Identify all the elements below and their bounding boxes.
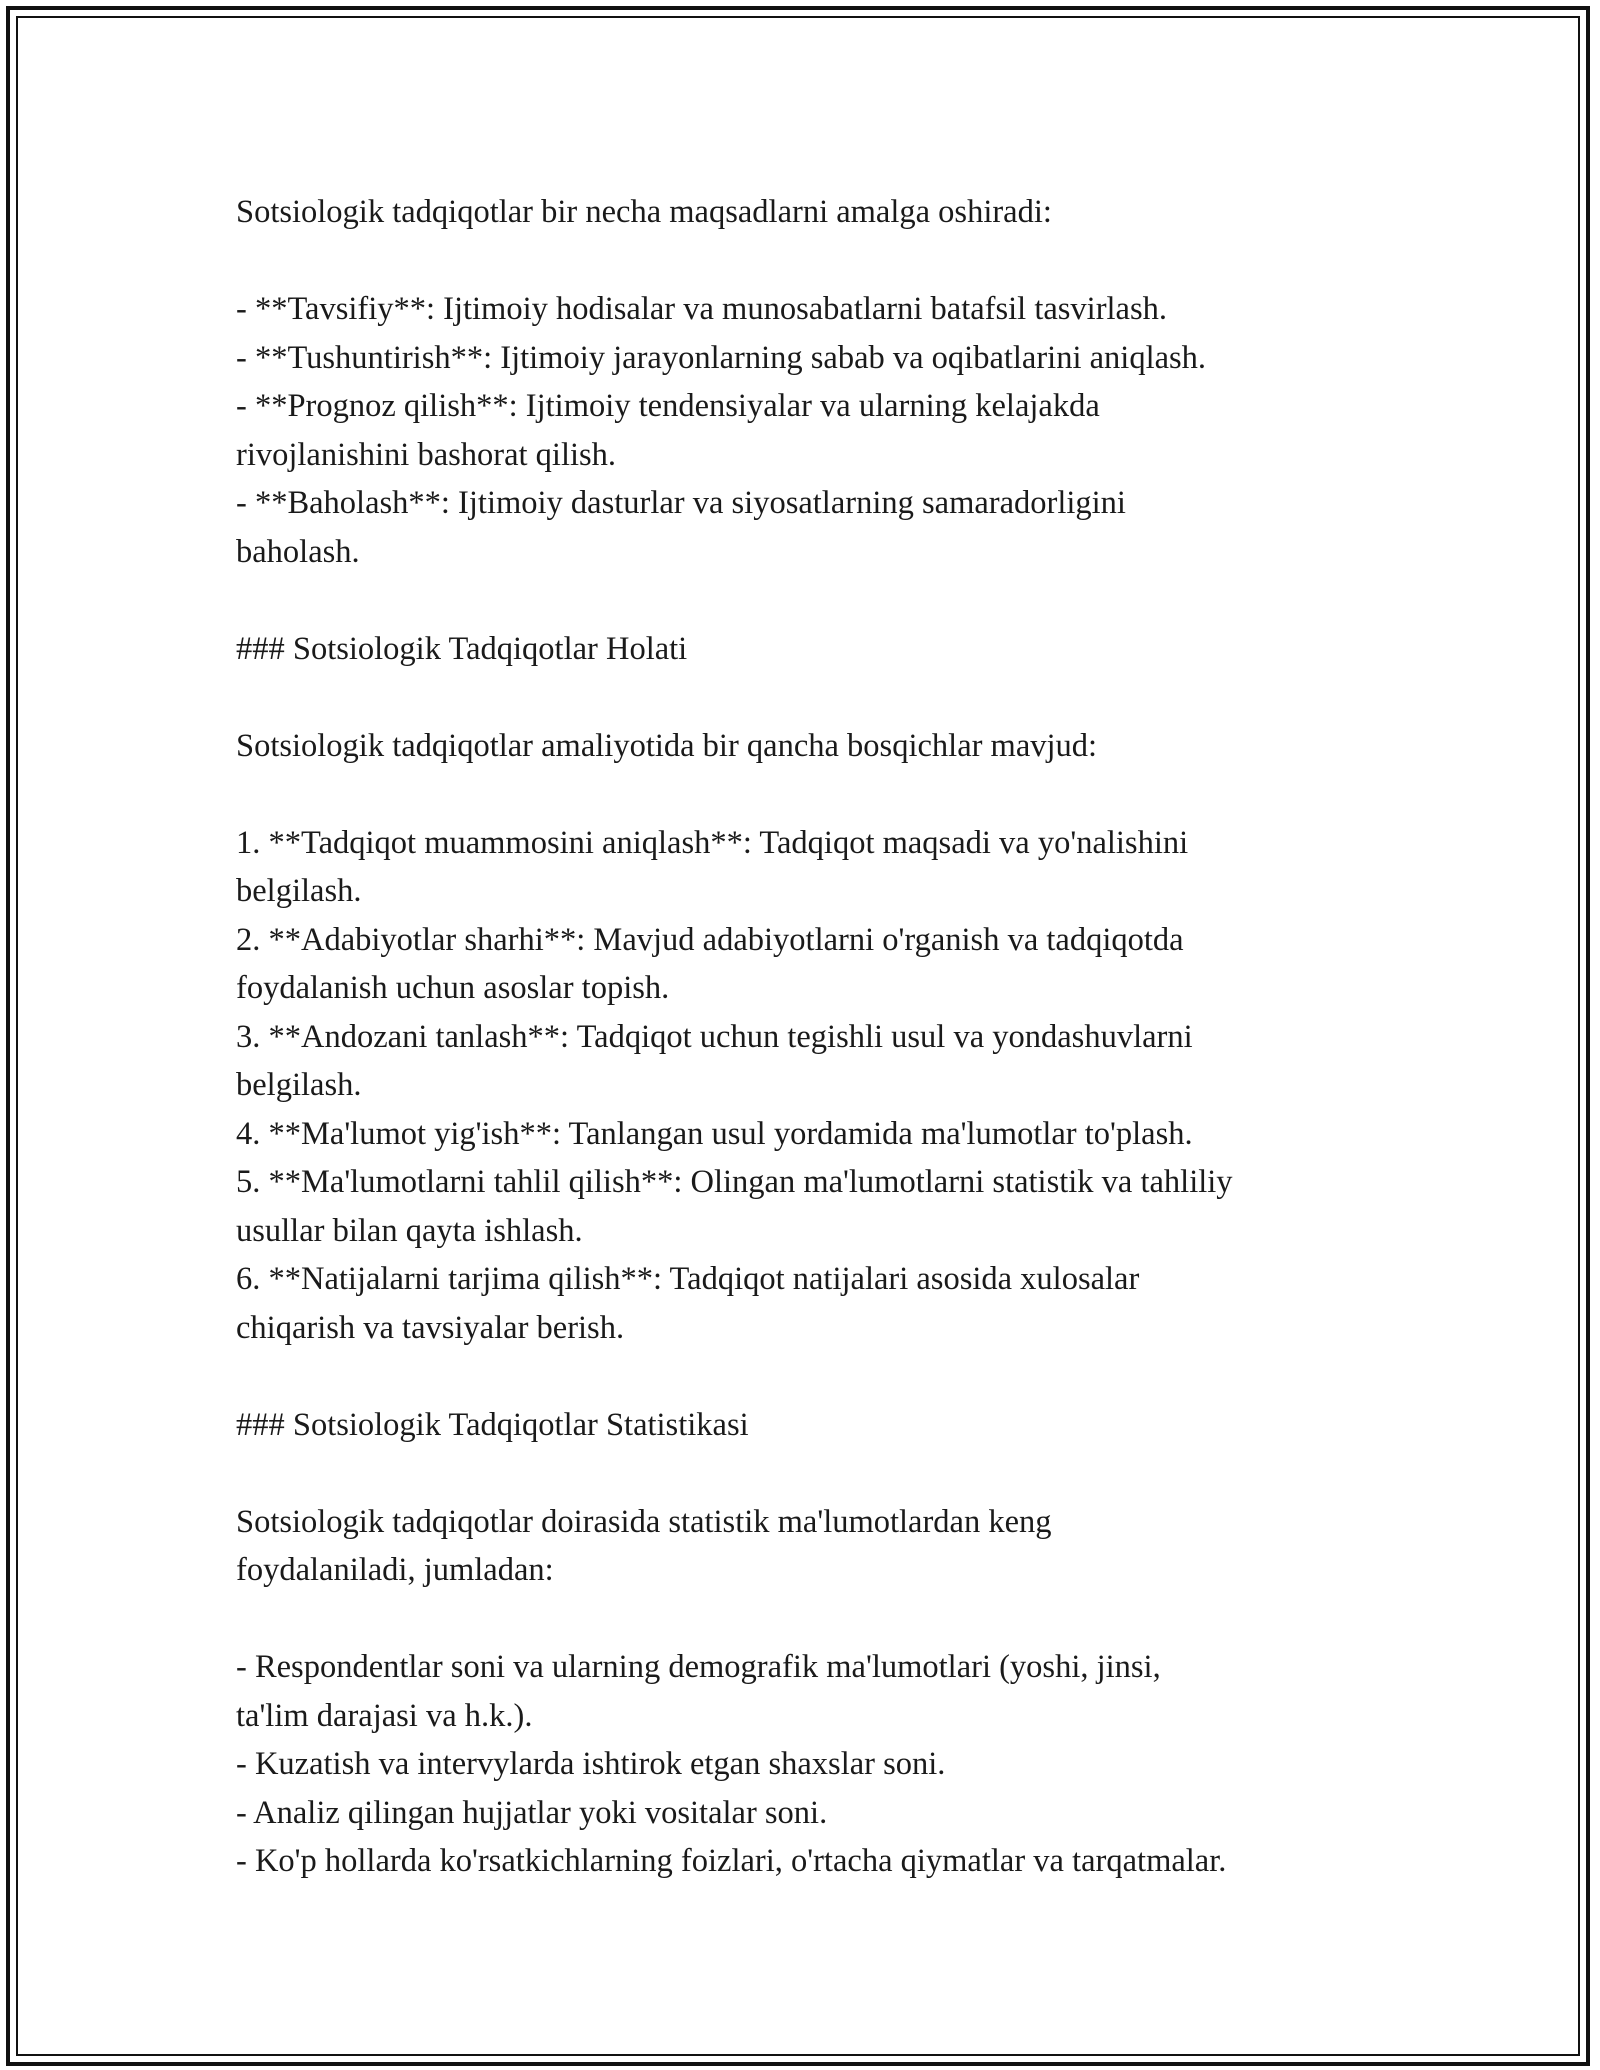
stage-item: 3. **Andozani tanlash**: Tadqiqot uchun tegishli usul va yondashuvlarni belgilash. [236,1018,1193,1103]
section-heading-state: ### Sotsiologik Tadqiqotlar Holati [236,630,688,667]
stats-item: - Ko'p hollarda ko'rsatkichlarning foizlari, o'rtacha qiymatlar va tarqatmalar. [236,1843,1227,1879]
stage-item: 6. **Natijalarni tarjima qilish**: Tadqiqot natijalari asosida xulosalar chiqarish va tavsiyalar berish. [236,1261,1140,1346]
spacer [236,1595,1386,1644]
stage-item: 1. **Tadqiqot muammosini aniqlash**: Tadqiqot maqsadi va yo'nalishini belgilash. [236,824,1189,909]
stage-item: 4. **Ma'lumot yig'ish**: Tanlangan usul yordamida ma'lumotlar to'plash. [236,1115,1193,1152]
spacer [236,1449,1386,1498]
stats-intro-paragraph: Sotsiologik tadqiqotlar doirasida statistik ma'lumotlardan keng foydalaniladi, jumladan: [236,1503,1052,1588]
intro-paragraph: Sotsiologik tadqiqotlar bir necha maqsadlarni amalga oshiradi: [236,194,1052,230]
section-heading-statistics: ### Sotsiologik Tadqiqotlar Statistikasi [236,1406,749,1443]
spacer [236,237,1386,286]
spacer [236,770,1386,819]
stage-item: 5. **Ma'lumotlarni tahlil qilish**: Olingan ma'lumotlarni statistik va tahliliy usullar bilan qayta ishlash. [236,1164,1233,1249]
spacer [236,1352,1386,1401]
goal-item: - **Baholash**: Ijtimoiy dasturlar va siyosatlarning samaradorligini baholash. [236,485,1126,570]
stats-item: - Kuzatish va intervylarda ishtirok etgan shaxslar soni. [236,1746,946,1782]
document-body [236,188,1386,1886]
stats-item: - Respondentlar soni va ularning demografik ma'lumotlari (yoshi, jinsi, ta'lim darajasi va h.k.). [236,1649,1161,1734]
stats-item: - Analiz qilingan hujjatlar yoki vositalar soni. [236,1794,828,1831]
spacer [236,576,1386,625]
goal-item: - **Tushuntirish**: Ijtimoiy jarayonlarning sabab va oqibatlarini aniqlash. [236,339,1207,376]
stages-intro-paragraph: Sotsiologik tadqiqotlar amaliyotida bir qancha bosqichlar mavjud: [236,727,1098,764]
goal-item: - **Tavsifiy**: Ijtimoiy hodisalar va munosabatlarni batafsil tasvirlash. [236,291,1167,327]
goal-item: - **Prognoz qilish**: Ijtimoiy tendensiyalar va ularning kelajakda rivojlanishini bashorat qilish. [236,388,1100,473]
stage-item: 2. **Adabiyotlar sharhi**: Mavjud adabiyotlarni o'rganish va tadqiqotda foydalanish uchun asoslar topish. [236,921,1184,1006]
spacer [236,673,1386,722]
